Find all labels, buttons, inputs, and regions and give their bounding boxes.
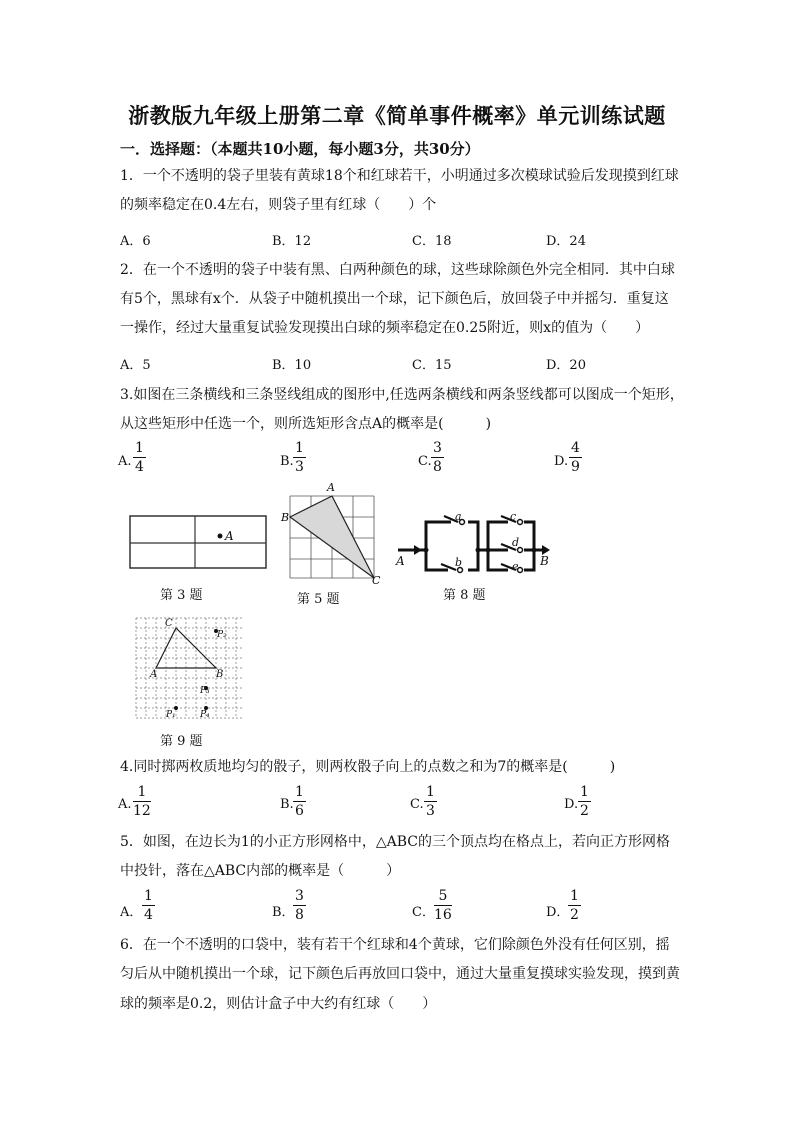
figure-8-label-a-terminal: A [396, 554, 405, 568]
q4-label-d: D. [564, 797, 579, 812]
q4-fraction-a: $\frac{1}{12}$ [133, 784, 151, 819]
figure-3-caption: 第 3 题 [160, 588, 203, 603]
q4-label-a: A. [118, 797, 132, 812]
q6-line3: 球的频率是0.2，则估计盒子中大约有红球（ ） [120, 996, 437, 1012]
figure-5-label-c: C [372, 574, 381, 587]
q5-line1: 5．如图，在边长为1的小正方形网格中，△ABC的三个顶点均在格点上，若向正方形网格 [120, 834, 670, 850]
q2-line2: 有5个，黑球有x个．从袋子中随机摸出一个球，记下颜色后，放回袋子中并摇匀．重复这 [120, 291, 669, 307]
q4-label-c: C. [410, 797, 424, 812]
figure-9-label-a: A [150, 669, 158, 680]
figure-3-grid [128, 514, 270, 572]
q5-label-b: B． [272, 905, 295, 920]
q6-line1: 6．在一个不透明的口袋中，装有若干个红球和4个黄球，它们除颜色外没有任何区别，摇 [120, 937, 670, 953]
q3-fraction-a: $\frac{1}{4}$ [135, 440, 144, 475]
page-title: 浙教版九年级上册第二章《简单事件概率》单元训练试题 [128, 103, 666, 128]
q3-label-b: B. [280, 454, 294, 469]
q2-option-c: C．15 [412, 358, 452, 373]
section-heading: 一．选择题：（本题共10小题，每小题3分，共30分） [120, 140, 480, 158]
q5-fraction-d: $\frac{1}{2}$ [570, 888, 579, 923]
figure-5-caption: 第 5 题 [297, 592, 340, 607]
figure-5-grid [288, 494, 384, 580]
q5-fraction-a: $\frac{1}{4}$ [144, 888, 153, 923]
figure-5-label-a: A [327, 481, 335, 494]
q6-line2: 匀后从中随机摸出一个球，记下颜色后再放回口袋中，通过大量重复摸球实验发现，摸到黄 [120, 966, 680, 982]
q3-fraction-c: $\frac{3}{8}$ [433, 440, 442, 475]
figure-8-label-switch-b: b [455, 556, 463, 569]
q5-line2: 中投针，落在△ABC内部的概率是（ ） [120, 863, 401, 879]
q2-option-d: D．20 [546, 358, 586, 373]
q4-fraction-c: $\frac{1}{3}$ [426, 784, 435, 819]
figure-8-label-switch-a: a [455, 510, 462, 523]
q1-option-b: B．12 [272, 234, 312, 249]
q2-line1: 2．在一个不透明的袋子中装有黑、白两种颜色的球，这些球除颜色外完全相同．其中白球 [120, 262, 675, 278]
q2-line3: 一操作，经过大量重复试验发现摸出白球的频率稳定在0.25附近，则x的值为（ ） [120, 320, 650, 336]
q3-label-d: D. [554, 454, 569, 469]
figure-8-caption: 第 8 题 [443, 588, 486, 603]
q3-fraction-b: $\frac{1}{3}$ [295, 440, 304, 475]
q1-option-d: D．24 [546, 234, 586, 249]
figure-8-label-switch-e: e [512, 560, 519, 573]
figure-5-label-b: B [281, 511, 290, 524]
figure-9-label-p4: P₄ [200, 710, 210, 720]
q1-option-a: A．6 [120, 234, 151, 249]
figure-9-label-p3: P₃ [200, 686, 210, 696]
q4-label-b: B. [280, 797, 294, 812]
q3-label-a: A. [118, 454, 132, 469]
figure-9-label-p2: P₂ [217, 630, 227, 640]
figure-9-caption: 第 9 题 [160, 734, 203, 749]
q3-line1: 3.如图在三条横线和三条竖线组成的图形中,任选两条横线和两条竖线都可以图成一个矩形， [120, 387, 684, 403]
q5-fraction-b: $\frac{3}{8}$ [295, 888, 304, 923]
figure-9-label-c: C [165, 618, 173, 629]
figure-8-label-switch-d: d [512, 536, 520, 549]
figure-8-label-switch-c: c [510, 510, 517, 523]
figure-9-label-b: B [216, 669, 224, 680]
figure-9-label-p1: P₁ [166, 710, 176, 720]
q4-fraction-d: $\frac{1}{2}$ [580, 784, 589, 819]
q1-option-c: C．18 [412, 234, 452, 249]
q4-fraction-b: $\frac{1}{6}$ [295, 784, 304, 819]
q2-option-b: B．10 [272, 358, 312, 373]
q5-label-c: C． [412, 905, 435, 920]
q3-line2: 从这些矩形中任选一个，则所选矩形含点A的概率是( ) [120, 416, 492, 432]
q4-line1: 4.同时掷两枚质地均匀的骰子，则两枚骰子向上的点数之和为7的概率是( ) [120, 759, 616, 775]
figure-3-point-label: A [225, 529, 234, 543]
q5-fraction-c: $\frac{5}{16}$ [434, 888, 452, 923]
q1-line2: 的频率稳定在0.4左右，则袋子里有红球（ ）个 [120, 197, 437, 213]
q3-fraction-d: $\frac{4}{9}$ [571, 440, 580, 475]
figure-8-label-b-terminal: B [540, 554, 549, 568]
q1-line1: 1．一个不透明的袋子里装有黄球18个和红球若干，小明通过多次模球试验后发现摸到红球 [120, 168, 679, 184]
q5-label-a: A． [120, 905, 143, 920]
q3-label-c: C. [418, 454, 432, 469]
q5-label-d: D． [546, 905, 570, 920]
q2-option-a: A．5 [120, 358, 151, 373]
figure-8-circuit [396, 510, 556, 582]
